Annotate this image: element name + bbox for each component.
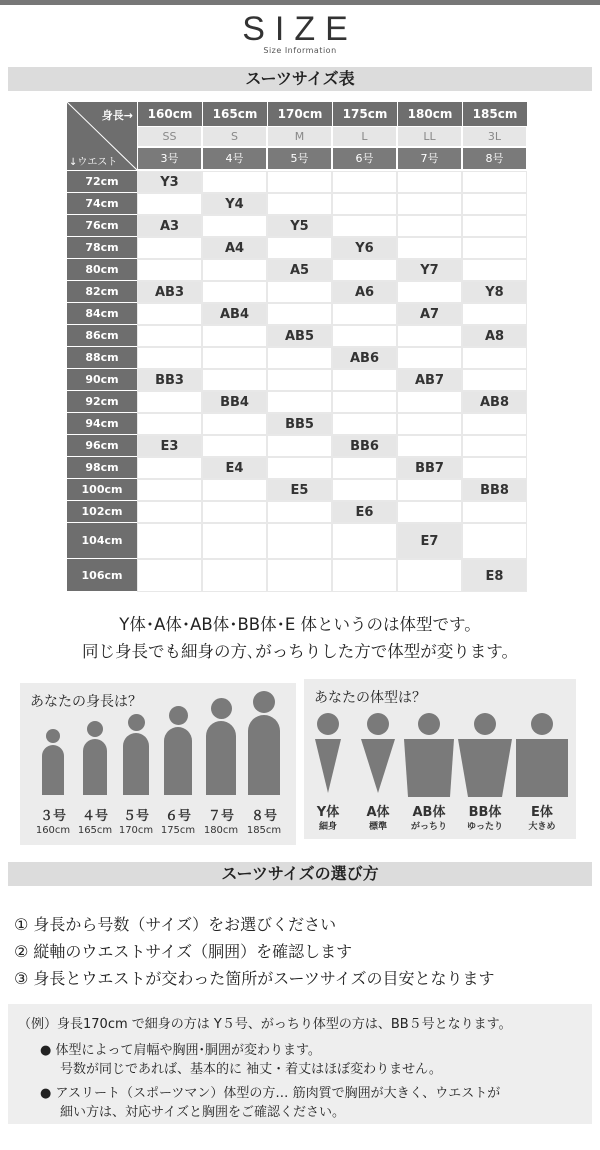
table-cell-empty <box>202 347 267 369</box>
example-bullet-1b: 号数が同じであれば、基本的に 袖丈・着丈はほぼ変わりません。 <box>60 1062 442 1077</box>
height-header-185cm: 185cm <box>462 102 527 126</box>
table-cell-empty <box>202 501 267 523</box>
body-type-desc: 標準 <box>368 822 387 832</box>
table-cell-empty <box>267 193 332 215</box>
height-number-label: ３号 <box>39 809 66 824</box>
body-type-name: E体 <box>531 805 553 820</box>
body-type-name: Y体 <box>316 805 340 820</box>
corner-height-label: 身長→ <box>101 109 133 122</box>
body-head-icon <box>317 713 339 735</box>
table-cell-empty <box>202 559 267 592</box>
size-cell-AB4: AB4 <box>202 303 267 325</box>
body-type-name: BB体 <box>468 805 502 820</box>
size-table <box>67 102 530 594</box>
table-cell-empty <box>462 171 527 193</box>
table-cell-empty <box>137 325 202 347</box>
body-type-panel <box>304 679 576 839</box>
size-label-M: M <box>267 126 332 147</box>
table-cell-empty <box>462 215 527 237</box>
table-corner <box>67 102 137 170</box>
waist-label-106cm: 106cm <box>67 559 137 592</box>
height-number-label: ６号 <box>164 809 191 824</box>
size-cell-Y7: Y7 <box>397 259 462 281</box>
height-cm-label: 180cm <box>203 825 239 836</box>
height-number-label: ８号 <box>250 809 277 824</box>
table-cell-empty <box>397 347 462 369</box>
table-cell-empty <box>397 501 462 523</box>
table-cell-empty <box>267 347 332 369</box>
height-header-165cm: 165cm <box>202 102 267 126</box>
size-cell-E6: E6 <box>332 501 397 523</box>
table-cell-empty <box>267 457 332 479</box>
height-cm-label: 175cm <box>160 825 196 836</box>
size-label-LL: LL <box>397 126 462 147</box>
table-cell-empty <box>137 259 202 281</box>
table-section-title: スーツサイズ表 <box>8 67 592 91</box>
waist-label-78cm: 78cm <box>67 237 137 259</box>
size-cell-A6: A6 <box>332 281 397 303</box>
table-cell-empty <box>332 171 397 193</box>
table-cell-empty <box>397 237 462 259</box>
body-type-desc: ゆったり <box>467 822 503 832</box>
page-title: SIZE <box>242 10 358 48</box>
size-cell-A7: A7 <box>397 303 462 325</box>
size-number-5: 8号 <box>462 147 527 170</box>
body-head-icon <box>367 713 389 735</box>
table-cell-empty <box>332 369 397 391</box>
person-head-icon <box>169 706 188 725</box>
table-cell-empty <box>137 347 202 369</box>
person-body-icon <box>206 721 236 795</box>
person-head-icon <box>46 729 60 743</box>
table-cell-empty <box>137 523 202 559</box>
table-cell-empty <box>397 193 462 215</box>
table-cell-empty <box>332 303 397 325</box>
table-cell-empty <box>332 479 397 501</box>
waist-label-76cm: 76cm <box>67 215 137 237</box>
person-head-icon <box>211 698 232 719</box>
table-cell-empty <box>267 171 332 193</box>
body-type-note-2: 同じ身長でも細身の方､がっちりした方で体型が変ります。 <box>82 642 518 661</box>
size-cell-E3: E3 <box>137 435 202 457</box>
table-cell-empty <box>397 479 462 501</box>
guide-section-title: スーツサイズの選び方 <box>8 862 592 886</box>
table-cell-empty <box>332 413 397 435</box>
size-label-L: L <box>332 126 397 147</box>
person-body-icon <box>123 733 149 795</box>
table-cell-empty <box>267 281 332 303</box>
table-cell-empty <box>202 325 267 347</box>
table-cell-empty <box>462 347 527 369</box>
size-label-S: S <box>202 126 267 147</box>
table-cell-empty <box>397 559 462 592</box>
table-cell-empty <box>332 523 397 559</box>
table-cell-empty <box>332 559 397 592</box>
size-number-2: 5号 <box>267 147 332 170</box>
waist-label-96cm: 96cm <box>67 435 137 457</box>
person-head-icon <box>128 714 145 731</box>
size-cell-BB6: BB6 <box>332 435 397 457</box>
table-cell-empty <box>137 391 202 413</box>
waist-label-94cm: 94cm <box>67 413 137 435</box>
body-type-desc: 大きめ <box>528 822 556 832</box>
table-cell-empty <box>267 523 332 559</box>
table-cell-empty <box>397 391 462 413</box>
waist-label-80cm: 80cm <box>67 259 137 281</box>
height-cm-label: 170cm <box>118 825 154 836</box>
example-box <box>8 1004 592 1124</box>
table-cell-empty <box>202 479 267 501</box>
table-cell-empty <box>137 193 202 215</box>
size-cell-A4: A4 <box>202 237 267 259</box>
table-cell-empty <box>267 237 332 259</box>
example-bullet-2a: ● アスリート（スポーツマン）体型の方… 筋肉質で胸囲が大きく、ウエストが <box>40 1086 501 1101</box>
person-body-icon <box>164 727 192 795</box>
size-cell-AB6: AB6 <box>332 347 397 369</box>
height-cm-label: 160cm <box>35 825 71 836</box>
body-type-name: AB体 <box>412 805 446 820</box>
size-number-4: 7号 <box>397 147 462 170</box>
waist-label-84cm: 84cm <box>67 303 137 325</box>
table-cell-empty <box>267 369 332 391</box>
waist-label-98cm: 98cm <box>67 457 137 479</box>
size-cell-E7: E7 <box>397 523 462 559</box>
guide-step-1: ① 身長から号数（サイズ）をお選びください <box>14 915 337 934</box>
size-number-0: 3号 <box>137 147 202 170</box>
table-cell-empty <box>397 413 462 435</box>
height-panel <box>20 683 296 845</box>
person-head-icon <box>253 691 275 713</box>
table-cell-empty <box>462 303 527 325</box>
guide-step-2: ② 縦軸のウエストサイズ（胴囲）を確認します <box>14 942 353 961</box>
example-line: （例）身長170cm で細身の方は Y５号、がっちり体型の方は、BB５号となります。 <box>18 1017 512 1032</box>
size-cell-AB7: AB7 <box>397 369 462 391</box>
size-cell-Y8: Y8 <box>462 281 527 303</box>
body-type-desc: がっちり <box>410 822 447 832</box>
waist-label-86cm: 86cm <box>67 325 137 347</box>
table-cell-empty <box>462 457 527 479</box>
table-cell-empty <box>462 501 527 523</box>
waist-label-92cm: 92cm <box>67 391 137 413</box>
table-cell-empty <box>267 435 332 457</box>
table-cell-empty <box>397 281 462 303</box>
size-cell-BB7: BB7 <box>397 457 462 479</box>
table-cell-empty <box>267 501 332 523</box>
table-cell-empty <box>397 215 462 237</box>
body-head-icon <box>418 713 440 735</box>
size-cell-Y4: Y4 <box>202 193 267 215</box>
table-cell-empty <box>202 259 267 281</box>
table-cell-empty <box>332 391 397 413</box>
body-panel-title: あなたの体型は？ <box>314 690 426 706</box>
table-cell-empty <box>332 215 397 237</box>
table-cell-empty <box>137 413 202 435</box>
table-cell-empty <box>267 303 332 325</box>
size-cell-Y3: Y3 <box>137 171 202 193</box>
body-shape-icon <box>507 739 577 797</box>
table-cell-empty <box>137 237 202 259</box>
table-cell-empty <box>462 259 527 281</box>
size-number-3: 6号 <box>332 147 397 170</box>
waist-label-82cm: 82cm <box>67 281 137 303</box>
table-cell-empty <box>202 171 267 193</box>
table-cell-empty <box>462 369 527 391</box>
table-cell-empty <box>332 259 397 281</box>
table-cell-empty <box>332 325 397 347</box>
table-cell-empty <box>462 523 527 559</box>
table-cell-empty <box>137 559 202 592</box>
table-cell-empty <box>137 501 202 523</box>
table-cell-empty <box>462 237 527 259</box>
table-cell-empty <box>137 303 202 325</box>
person-body-icon <box>42 745 64 795</box>
table-cell-empty <box>202 215 267 237</box>
waist-label-100cm: 100cm <box>67 479 137 501</box>
table-cell-empty <box>462 193 527 215</box>
waist-label-102cm: 102cm <box>67 501 137 523</box>
height-panel-title: あなたの身長は？ <box>30 694 142 710</box>
size-cell-AB3: AB3 <box>137 281 202 303</box>
size-cell-Y5: Y5 <box>267 215 332 237</box>
waist-label-74cm: 74cm <box>67 193 137 215</box>
height-header-180cm: 180cm <box>397 102 462 126</box>
size-cell-A5: A5 <box>267 259 332 281</box>
table-cell-empty <box>332 193 397 215</box>
size-cell-E8: E8 <box>462 559 527 592</box>
height-header-170cm: 170cm <box>267 102 332 126</box>
body-head-icon <box>474 713 496 735</box>
size-cell-BB5: BB5 <box>267 413 332 435</box>
body-head-icon <box>531 713 553 735</box>
size-cell-Y6: Y6 <box>332 237 397 259</box>
size-cell-BB4: BB4 <box>202 391 267 413</box>
table-cell-empty <box>202 413 267 435</box>
size-cell-A3: A3 <box>137 215 202 237</box>
size-cell-A8: A8 <box>462 325 527 347</box>
page-subtitle: Size Information <box>263 46 337 55</box>
size-cell-BB8: BB8 <box>462 479 527 501</box>
height-number-label: ５号 <box>122 809 149 824</box>
corner-waist-label: ↓ウエスト <box>69 157 118 168</box>
height-header-175cm: 175cm <box>332 102 397 126</box>
waist-label-88cm: 88cm <box>67 347 137 369</box>
table-cell-empty <box>202 369 267 391</box>
table-cell-empty <box>137 457 202 479</box>
body-type-name: A体 <box>366 805 390 820</box>
size-label-3L: 3L <box>462 126 527 147</box>
table-cell-empty <box>332 457 397 479</box>
size-number-1: 4号 <box>202 147 267 170</box>
person-body-icon <box>248 715 280 795</box>
size-cell-E4: E4 <box>202 457 267 479</box>
size-cell-E5: E5 <box>267 479 332 501</box>
top-rule <box>0 0 600 5</box>
guide-step-3: ③ 身長とウエストが交わった箇所がスーツサイズの目安となります <box>14 969 495 988</box>
size-cell-AB5: AB5 <box>267 325 332 347</box>
size-label-SS: SS <box>137 126 202 147</box>
table-cell-empty <box>202 523 267 559</box>
table-cell-empty <box>397 435 462 457</box>
body-type-desc: 細身 <box>318 822 337 832</box>
example-bullet-2b: 細い方は、対応サイズと胸囲をご確認ください。 <box>60 1105 345 1120</box>
table-cell-empty <box>202 281 267 303</box>
table-cell-empty <box>397 171 462 193</box>
waist-label-104cm: 104cm <box>67 523 137 559</box>
person-body-icon <box>83 739 107 795</box>
waist-label-90cm: 90cm <box>67 369 137 391</box>
table-cell-empty <box>267 391 332 413</box>
height-number-label: ７号 <box>207 809 234 824</box>
person-head-icon <box>87 721 103 737</box>
height-number-label: ４号 <box>81 809 108 824</box>
table-cell-empty <box>462 435 527 457</box>
example-bullet-1a: ● 体型によって肩幅や胸囲･胴囲が変わります。 <box>40 1043 321 1058</box>
height-cm-label: 165cm <box>77 825 113 836</box>
height-header-160cm: 160cm <box>137 102 202 126</box>
body-type-note-1: Y体･A体･AB体･BB体･E 体というのは体型です。 <box>119 615 481 634</box>
size-cell-BB3: BB3 <box>137 369 202 391</box>
table-cell-empty <box>137 479 202 501</box>
waist-label-72cm: 72cm <box>67 171 137 193</box>
table-cell-empty <box>267 559 332 592</box>
table-cell-empty <box>397 325 462 347</box>
table-cell-empty <box>202 435 267 457</box>
table-cell-empty <box>462 413 527 435</box>
size-cell-AB8: AB8 <box>462 391 527 413</box>
height-cm-label: 185cm <box>246 825 282 836</box>
